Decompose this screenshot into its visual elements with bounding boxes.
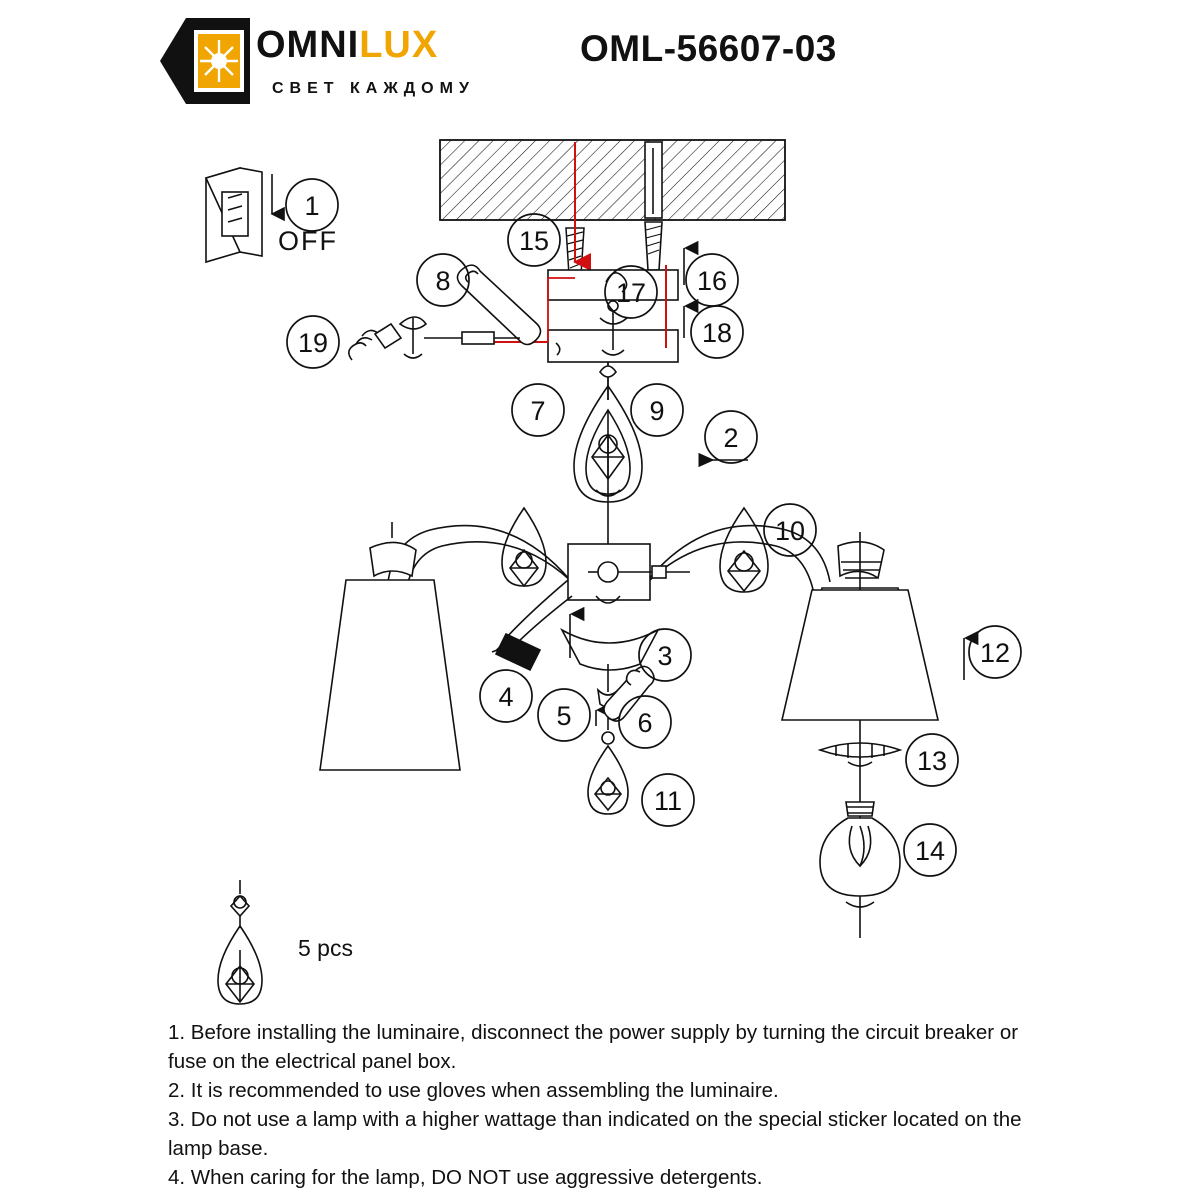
svg-text:11: 11 <box>653 786 683 816</box>
svg-text:2: 2 <box>723 423 739 453</box>
svg-text:19: 19 <box>297 328 329 358</box>
switch-off-label: OFF <box>278 226 338 256</box>
svg-text:14: 14 <box>914 836 946 866</box>
instructions-list <box>168 1018 1058 1192</box>
svg-text:6: 6 <box>637 708 653 738</box>
svg-text:18: 18 <box>701 318 733 348</box>
light-bulb <box>820 802 900 907</box>
left-arm-shade <box>320 522 578 770</box>
omnilux-sunburst-logo <box>160 18 250 104</box>
callout-11 <box>642 774 694 826</box>
svg-text:8: 8 <box>435 266 451 296</box>
callout-19 <box>287 316 339 368</box>
header <box>0 0 1200 120</box>
svg-text:7: 7 <box>530 396 546 426</box>
brand-lux: LUX <box>359 24 439 66</box>
callout-9 <box>631 384 683 436</box>
callout-15 <box>508 214 560 266</box>
callout-18 <box>691 306 743 358</box>
wire-connector <box>492 580 572 670</box>
callout-14 <box>904 824 956 876</box>
crystal-pendant-left <box>502 508 546 586</box>
svg-text:10: 10 <box>774 516 806 546</box>
brand-logo <box>160 14 550 110</box>
callout-2 <box>705 411 757 463</box>
callout-10 <box>764 504 816 556</box>
svg-text:5: 5 <box>556 701 572 731</box>
svg-text:1: 1 <box>304 191 320 221</box>
svg-text:9: 9 <box>649 396 665 426</box>
spare-parts-count: 5 pcs <box>298 935 353 961</box>
crystal-pendant-right <box>720 508 768 592</box>
svg-text:17: 17 <box>615 278 647 308</box>
model-code: OML-56607-03 <box>580 28 837 69</box>
svg-text:15: 15 <box>518 226 550 256</box>
power-switch <box>206 168 272 262</box>
callout-16 <box>686 254 738 306</box>
svg-text:16: 16 <box>696 266 728 296</box>
callout-1 <box>286 179 338 231</box>
callout-12 <box>969 626 1021 678</box>
brand-wordmark <box>256 26 438 64</box>
assembly-diagram <box>0 110 1200 1010</box>
svg-text:3: 3 <box>657 641 673 671</box>
instruction-item-1: 1. Before installing the luminaire, disconnect the power supply by turning the circuit breaker or fuse on the electrical panel box. <box>168 1021 1019 1073</box>
callout-4 <box>480 670 532 722</box>
instruction-item-3: 3. Do not use a lamp with a higher wattage than indicated on the special sticker located on the lamp base. <box>168 1108 1022 1160</box>
central-body <box>568 544 690 603</box>
drill-hand-assembly <box>349 317 520 360</box>
svg-text:13: 13 <box>916 746 948 776</box>
callout-6 <box>619 696 671 748</box>
callout-7 <box>512 384 564 436</box>
callout-13 <box>906 734 958 786</box>
brand-omni: OMNI <box>256 24 360 66</box>
ceiling-slab <box>440 140 785 220</box>
instruction-item-2: 2. It is recommended to use gloves when assembling the luminaire. <box>168 1079 779 1102</box>
svg-text:4: 4 <box>498 682 514 712</box>
callout-5 <box>538 689 590 741</box>
brand-tagline: СВЕТ КАЖДОМУ <box>272 80 475 97</box>
svg-text:12: 12 <box>979 638 1011 668</box>
instruction-item-4: 4. When caring for the lamp, DO NOT use aggressive detergents. <box>168 1166 763 1189</box>
spare-crystal-sample <box>218 880 262 1004</box>
callout-3 <box>639 629 691 681</box>
